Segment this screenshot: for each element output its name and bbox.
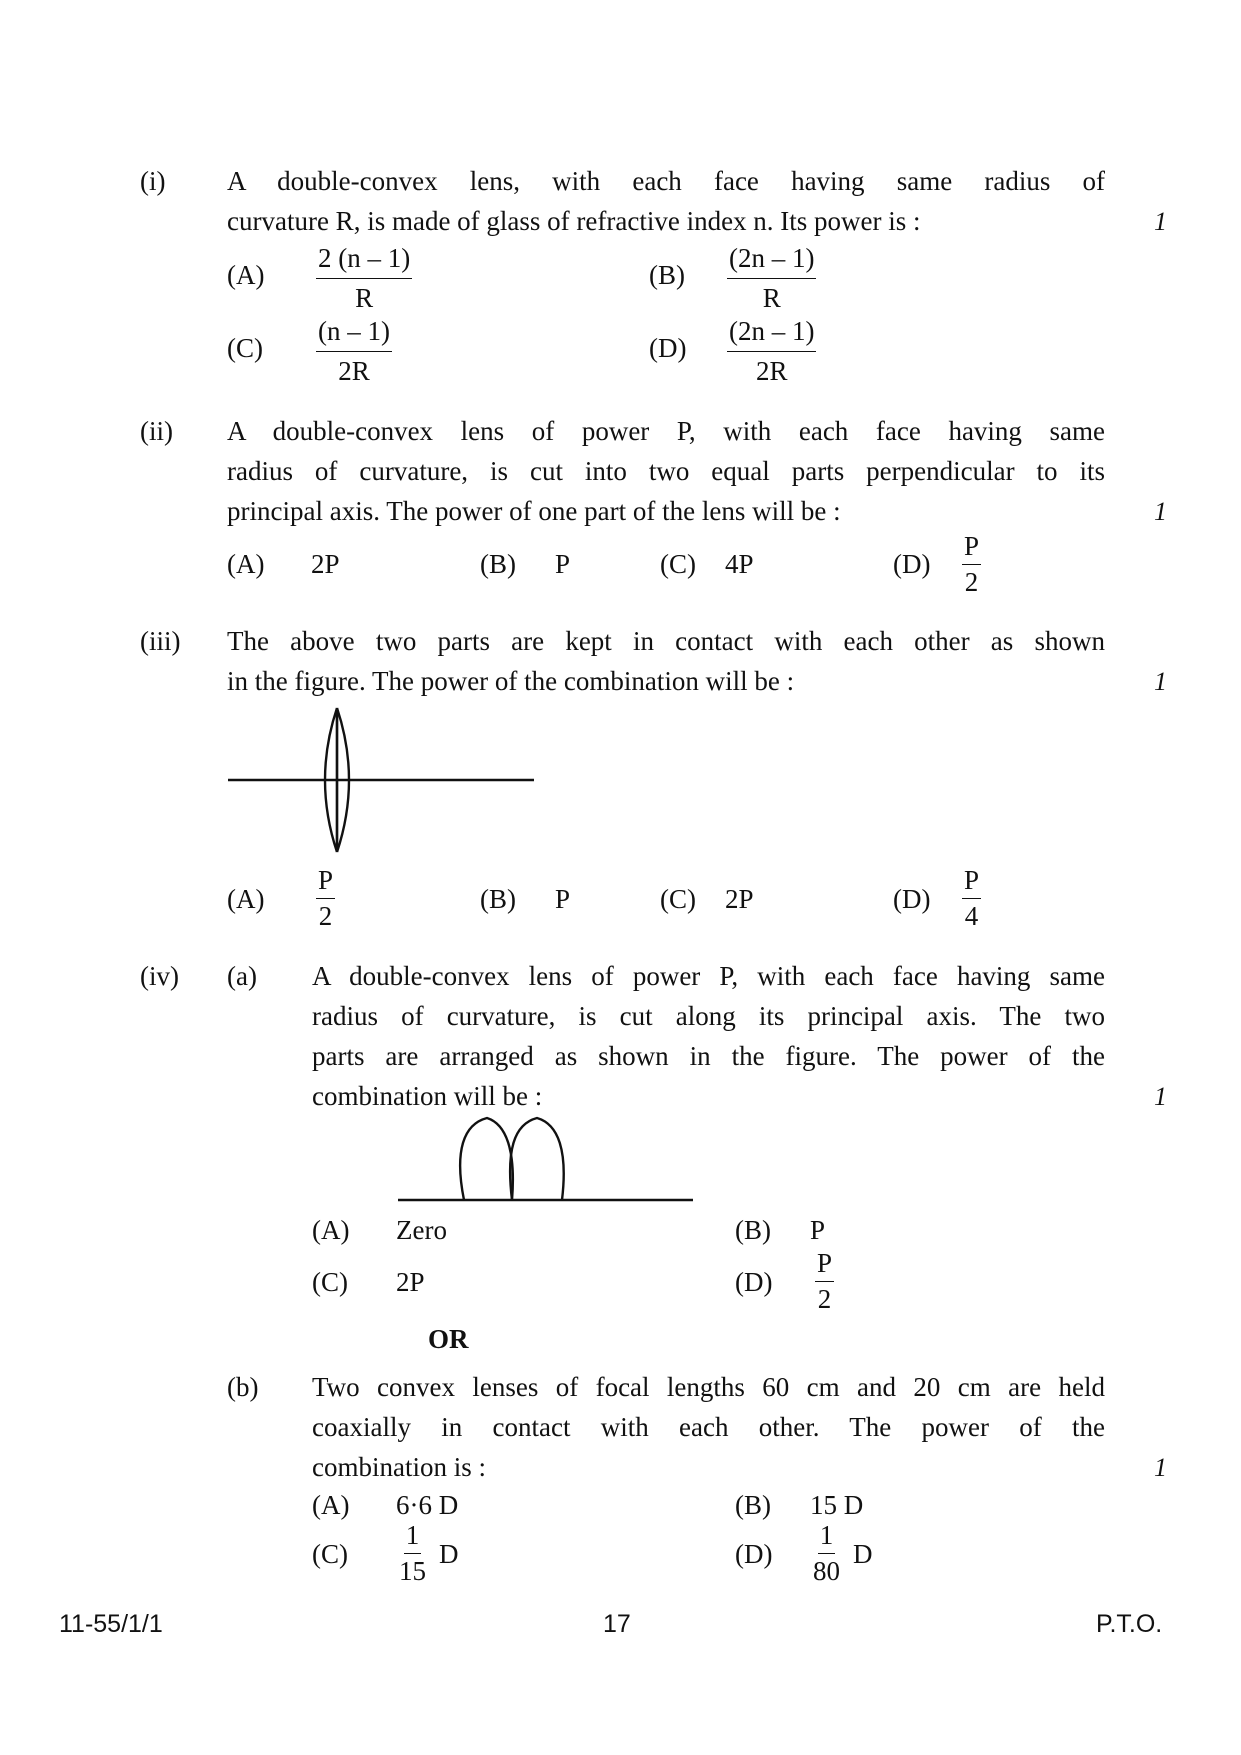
question-iv-b-marks: 1	[1154, 1453, 1167, 1482]
question-ii-line-2: radius of curvature, is cut into two equal parts perpendicular to its	[227, 456, 1105, 486]
fraction-denominator: 2R	[755, 356, 788, 386]
option-label: (C)	[312, 1539, 348, 1569]
please-turn-over: P.T.O.	[1096, 1610, 1163, 1638]
fraction-option-d	[962, 867, 981, 930]
fraction-numerator: (2n – 1)	[727, 245, 816, 279]
fraction-option-b	[727, 245, 816, 312]
fraction-option-d	[727, 318, 816, 385]
question-number-iv: (iv)	[140, 961, 179, 991]
option-value: Zero	[396, 1215, 447, 1245]
fraction-numerator: 2 (n – 1)	[316, 245, 412, 279]
option-label: (B)	[735, 1215, 771, 1245]
fraction-numerator: (n – 1)	[316, 318, 392, 352]
option-unit: D	[853, 1539, 873, 1569]
question-iv-a-line-1: A double-convex lens of power P, with each face having same	[312, 961, 1105, 991]
option-label: (B)	[480, 549, 516, 579]
fraction-numerator: (2n – 1)	[727, 318, 816, 352]
question-number-ii: (ii)	[140, 416, 173, 446]
question-iv-a-line-2: radius of curvature, is cut along its principal axis. The two	[312, 1001, 1105, 1031]
option-label: (C)	[227, 333, 263, 363]
fraction-numerator: P	[316, 867, 335, 899]
option-label: (A)	[227, 549, 265, 579]
option-label: (C)	[312, 1267, 348, 1297]
fraction-numerator: P	[815, 1250, 834, 1282]
option-value: 6·6 D	[396, 1490, 459, 1520]
fraction-numerator: P	[962, 867, 981, 899]
option-value: 2P	[396, 1267, 425, 1297]
option-label: (A)	[312, 1215, 350, 1245]
fraction-denominator: 2	[318, 901, 333, 931]
paper-code: 11-55/1/1	[59, 1610, 163, 1638]
fraction-option-a	[316, 867, 335, 930]
question-iv-a-line-4: combination will be :	[312, 1081, 543, 1111]
option-label: (C)	[660, 549, 696, 579]
fraction-denominator: R	[762, 283, 781, 313]
question-iii-marks: 1	[1154, 667, 1167, 696]
question-ii-marks: 1	[1154, 497, 1167, 526]
fraction-denominator: 4	[964, 901, 979, 931]
question-iv-a-marks: 1	[1154, 1082, 1167, 1111]
option-value: 15 D	[810, 1490, 864, 1520]
option-label: (D)	[893, 549, 931, 579]
question-iv-b-line-3: combination is :	[312, 1452, 486, 1482]
question-i-line-1: A double-convex lens, with each face having same radius of	[227, 166, 1105, 196]
option-label: (D)	[735, 1539, 773, 1569]
option-label: (D)	[893, 884, 931, 914]
option-value: P	[555, 549, 571, 579]
sub-question-label-b: (b)	[227, 1372, 259, 1402]
fraction-denominator: 2	[817, 1284, 832, 1314]
option-value: 2P	[311, 549, 340, 579]
option-label: (A)	[227, 884, 265, 914]
fraction-denominator: 2	[964, 567, 979, 597]
question-ii-line-1: A double-convex lens of power P, with each face having same	[227, 416, 1105, 446]
option-label: (A)	[312, 1490, 350, 1520]
option-label: (D)	[649, 333, 687, 363]
option-value: 4P	[725, 549, 754, 579]
option-label: (C)	[660, 884, 696, 914]
fraction-denominator: 80	[813, 1556, 840, 1586]
fraction-numerator: 1	[404, 1522, 422, 1554]
option-value: P	[810, 1215, 826, 1245]
question-iv-b-line-1: Two convex lenses of focal lengths 60 cm and 20 cm are held	[312, 1372, 1105, 1402]
question-i-marks: 1	[1154, 207, 1167, 236]
option-label: (B)	[649, 260, 685, 290]
fraction-option-c	[316, 318, 392, 385]
fraction-denominator: 2R	[338, 356, 370, 386]
page-number: 17	[603, 1610, 631, 1638]
fraction-option-d	[813, 1522, 840, 1585]
fraction-option-c	[399, 1522, 426, 1585]
question-i-line-2: curvature R, is made of glass of refractive index n. Its power is :	[227, 206, 921, 236]
left-half-lens	[460, 1118, 513, 1200]
right-half-lens	[510, 1118, 564, 1200]
option-label: (A)	[227, 260, 265, 290]
question-iii-line-1: The above two parts are kept in contact with each other as shown	[227, 626, 1105, 656]
plano-convex-lenses-in-contact-figure	[220, 700, 540, 860]
question-iii-line-2: in the figure. The power of the combination will be :	[227, 666, 795, 696]
fraction-denominator: 15	[399, 1556, 426, 1586]
half-lenses-arrangement-figure	[390, 1110, 700, 1210]
question-number-iii: (iii)	[140, 626, 181, 656]
question-iv-b-line-2: coaxially in contact with each other. The power of the	[312, 1412, 1105, 1442]
option-unit: D	[439, 1539, 459, 1569]
option-value: P	[555, 884, 571, 914]
fraction-option-a	[316, 245, 412, 312]
option-label: (D)	[735, 1267, 773, 1297]
option-value: 2P	[725, 884, 754, 914]
question-number-i: (i)	[140, 166, 166, 196]
question-ii-line-3: principal axis. The power of one part of the lens will be :	[227, 496, 841, 526]
fraction-option-d	[815, 1250, 834, 1313]
sub-question-label-a: (a)	[227, 961, 257, 991]
fraction-numerator: 1	[818, 1522, 836, 1554]
option-label: (B)	[480, 884, 516, 914]
fraction-option-d	[962, 533, 981, 596]
fraction-denominator: R	[355, 283, 374, 313]
question-iv-a-line-3: parts are arranged as shown in the figure. The power of the	[312, 1041, 1105, 1071]
or-separator: OR	[428, 1324, 469, 1354]
option-label: (B)	[735, 1490, 771, 1520]
fraction-numerator: P	[962, 533, 981, 565]
